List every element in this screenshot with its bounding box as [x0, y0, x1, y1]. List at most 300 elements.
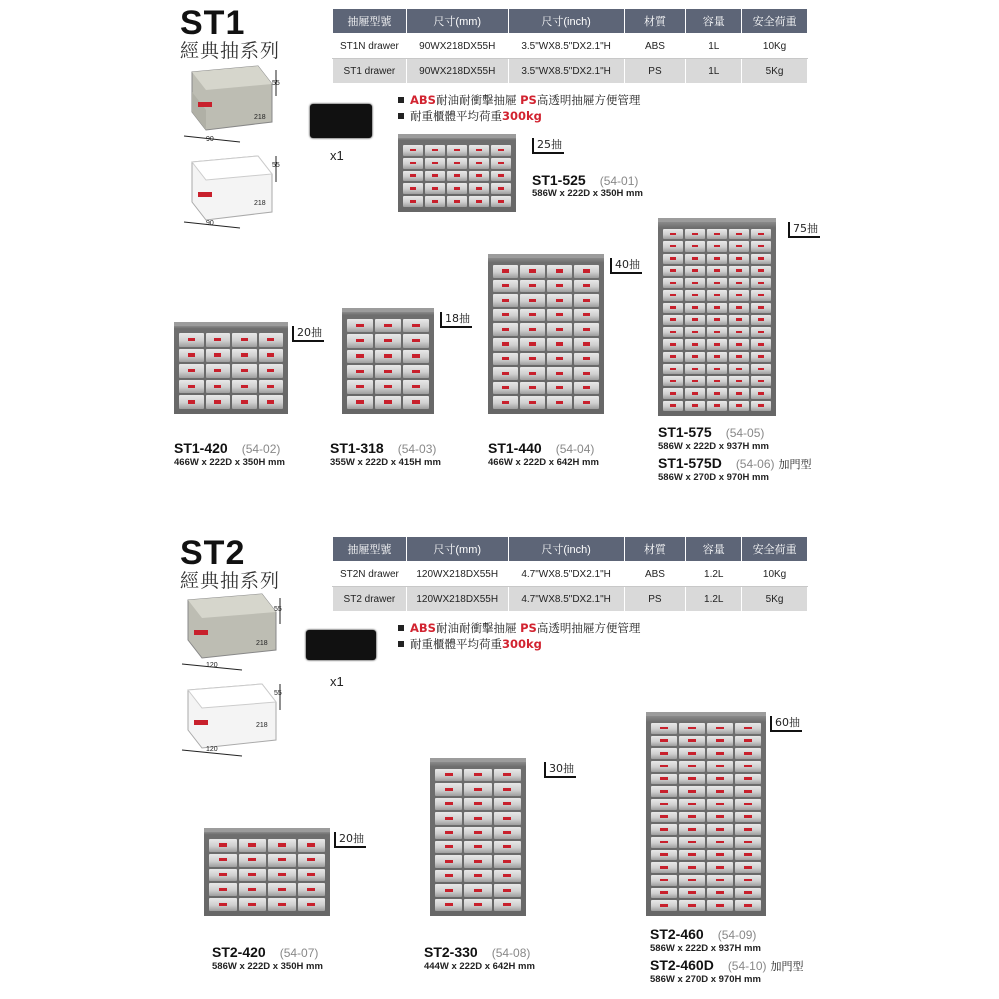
cell: 1L [686, 59, 742, 84]
drawer [464, 812, 491, 824]
note-line [398, 636, 640, 652]
drawer [751, 388, 771, 398]
drawer [447, 196, 467, 207]
drawer [239, 898, 267, 911]
note-ps: PS [520, 93, 537, 107]
drawer [464, 870, 491, 882]
drawer [493, 353, 518, 366]
drawer [259, 333, 284, 347]
drawer [707, 303, 727, 313]
drawer [679, 761, 705, 772]
drawer-illustration [180, 62, 290, 232]
drawer [493, 294, 518, 307]
cell: 10Kg [742, 562, 808, 587]
dim-width: 120 [206, 662, 218, 669]
cabinet-st1-420 [174, 322, 288, 414]
cell: 90WX218DX55H [406, 59, 508, 84]
header-size-mm: 尺寸(mm) [406, 537, 508, 562]
drawer [403, 158, 423, 169]
drawer [464, 884, 491, 896]
drawer [259, 364, 284, 378]
note-text: 高透明抽屜方便管理 [536, 621, 641, 635]
drawer [494, 884, 521, 896]
drawer [663, 290, 683, 300]
drawer [651, 888, 677, 899]
drawer [493, 338, 518, 351]
drawer [464, 899, 491, 911]
drawer [547, 382, 572, 395]
drawer [494, 827, 521, 839]
drawer [239, 854, 267, 867]
drawer [520, 353, 545, 366]
bullet-icon [398, 97, 404, 103]
drawer [679, 888, 705, 899]
drawer [298, 854, 326, 867]
model-code: (54-01) [599, 174, 639, 188]
table-row [333, 562, 808, 587]
cell: ST2 drawer [333, 587, 407, 612]
drawer [751, 278, 771, 288]
drawer [707, 888, 733, 899]
drawer [707, 229, 727, 239]
dim-height: 55 [272, 80, 280, 87]
drawer [751, 241, 771, 251]
drawer [651, 837, 677, 848]
drawer [206, 349, 231, 363]
drawer [435, 855, 462, 867]
note-text: 耐重櫃體平均荷重 [410, 109, 502, 123]
drawer [707, 723, 733, 734]
drawer [751, 315, 771, 325]
drawer [679, 862, 705, 873]
cabinet-st1-575 [658, 218, 776, 416]
cell: ST1 drawer [333, 59, 407, 84]
door-type-label: 加門型 [778, 459, 812, 471]
cabinet-dims: 355W x 222D x 415H mm [330, 457, 441, 468]
table-row [333, 587, 808, 612]
drawer [707, 266, 727, 276]
note-abs: ABS [410, 621, 436, 635]
drawer [493, 367, 518, 380]
door-type-label: 加門型 [770, 961, 804, 973]
drawer [707, 875, 733, 886]
model-code: (54-05) [725, 426, 765, 440]
drawer [469, 171, 489, 182]
model-code: (54-03) [397, 442, 437, 456]
drawer [435, 798, 462, 810]
drawer [679, 900, 705, 911]
cell: 4.7"WX8.5"DX2.1"H [508, 587, 624, 612]
drawer [520, 280, 545, 293]
drawer [435, 884, 462, 896]
header-material: 材質 [624, 537, 686, 562]
drawer [469, 158, 489, 169]
drawer [375, 334, 401, 347]
drawer [651, 799, 677, 810]
drawer [707, 761, 733, 772]
model-code: (54-04) [555, 442, 595, 456]
model-code: (54-06) [735, 457, 775, 471]
drawer [651, 748, 677, 759]
note-text: 高透明抽屜方便管理 [536, 93, 641, 107]
drawer-count-badge: 75抽 [788, 222, 820, 238]
quantity-label: x1 [330, 674, 344, 689]
cabinet-name [650, 957, 804, 974]
drawer [375, 365, 401, 378]
drawer [707, 278, 727, 288]
drawer [574, 382, 599, 395]
drawer [735, 736, 761, 747]
model-name: ST1-525 [532, 172, 586, 188]
drawer [574, 353, 599, 366]
drawer [206, 333, 231, 347]
drawer [447, 158, 467, 169]
drawer [679, 875, 705, 886]
drawer [663, 266, 683, 276]
cell: 3.5"WX8.5"DX2.1"H [508, 59, 624, 84]
drawer [298, 898, 326, 911]
drawer [751, 401, 771, 411]
cell: ST1N drawer [333, 34, 407, 59]
drawer [268, 898, 296, 911]
cabinet-dims: 586W x 270D x 970H mm [658, 472, 769, 483]
note-load: 300kg [502, 637, 542, 651]
drawer [735, 761, 761, 772]
drawer [435, 769, 462, 781]
drawer [651, 850, 677, 861]
header-model: 抽屜型號 [333, 9, 407, 34]
drawer [707, 388, 727, 398]
header-model: 抽屜型號 [333, 537, 407, 562]
cell: 5Kg [742, 59, 808, 84]
drawer [491, 183, 511, 194]
drawer [574, 367, 599, 380]
model-name: ST1-575 [658, 424, 712, 440]
drawer [651, 824, 677, 835]
drawer [729, 327, 749, 337]
drawer [729, 254, 749, 264]
drawer [547, 323, 572, 336]
drawer [403, 350, 429, 363]
bullet-icon [398, 625, 404, 631]
drawer [651, 862, 677, 873]
label-pad [306, 630, 376, 660]
drawer [469, 145, 489, 156]
drawer [651, 786, 677, 797]
drawer [751, 376, 771, 386]
drawer [209, 883, 237, 896]
drawer [663, 352, 683, 362]
header-load: 安全荷重 [742, 537, 808, 562]
cell: 5Kg [742, 587, 808, 612]
cabinet-dims: 466W x 222D x 642H mm [488, 457, 599, 468]
drawer-count-badge: 20抽 [334, 832, 366, 848]
cabinet-name [330, 440, 436, 456]
drawer [685, 229, 705, 239]
drawer [239, 839, 267, 852]
drawer [574, 265, 599, 278]
dim-depth: 218 [256, 640, 268, 647]
cabinet-name [658, 455, 812, 472]
drawer [751, 266, 771, 276]
drawer [435, 841, 462, 853]
drawer [679, 837, 705, 848]
cabinet-name [650, 926, 756, 942]
drawer [685, 315, 705, 325]
drawer [685, 290, 705, 300]
drawer [435, 783, 462, 795]
drawer [425, 183, 445, 194]
drawer [651, 736, 677, 747]
drawer [651, 812, 677, 823]
drawer [663, 303, 683, 313]
drawer [707, 900, 733, 911]
drawer [547, 309, 572, 322]
drawer [735, 837, 761, 848]
drawer [729, 278, 749, 288]
drawer [206, 364, 231, 378]
header-capacity: 容量 [686, 537, 742, 562]
dim-height: 55 [272, 162, 280, 169]
drawer [464, 827, 491, 839]
dim-depth: 218 [256, 722, 268, 729]
drawer [403, 365, 429, 378]
drawer [729, 364, 749, 374]
drawer [268, 869, 296, 882]
table-row [333, 34, 808, 59]
cell: 1.2L [686, 562, 742, 587]
drawer [651, 774, 677, 785]
drawer [425, 196, 445, 207]
drawer [735, 875, 761, 886]
drawer [547, 367, 572, 380]
drawer [206, 380, 231, 394]
model-name: ST1-575D [658, 455, 722, 471]
cell: 4.7"WX8.5"DX2.1"H [508, 562, 624, 587]
model-name: ST2-460 [650, 926, 704, 942]
cell: 120WX218DX55H [406, 587, 508, 612]
drawer [464, 798, 491, 810]
note-text: 耐重櫃體平均荷重 [410, 637, 502, 651]
series-title: ST1 [180, 4, 246, 42]
drawer [447, 171, 467, 182]
drawer [494, 798, 521, 810]
drawer [679, 736, 705, 747]
model-name: ST2-330 [424, 944, 478, 960]
drawer [347, 334, 373, 347]
drawer [447, 183, 467, 194]
drawer [685, 352, 705, 362]
cell: PS [624, 587, 686, 612]
drawer [347, 350, 373, 363]
note-text: 耐油耐衝擊抽屜 [435, 621, 521, 635]
cabinet-dims: 444W x 222D x 642H mm [424, 961, 535, 972]
drawer [574, 396, 599, 409]
drawer [707, 862, 733, 873]
drawer [232, 349, 257, 363]
drawer [179, 333, 204, 347]
drawer [179, 380, 204, 394]
drawer [547, 265, 572, 278]
drawer [298, 869, 326, 882]
drawer [685, 241, 705, 251]
drawer [751, 290, 771, 300]
drawer [685, 388, 705, 398]
drawer [651, 875, 677, 886]
model-code: (54-08) [491, 946, 531, 960]
header-capacity: 容量 [686, 9, 742, 34]
cabinet-name [212, 944, 318, 960]
drawer [751, 364, 771, 374]
cabinet-st2-420 [204, 828, 330, 916]
drawer-count-badge: 30抽 [544, 762, 576, 778]
drawer [679, 799, 705, 810]
drawer [206, 395, 231, 409]
feature-notes [398, 92, 640, 124]
drawer [494, 841, 521, 853]
cell: 3.5"WX8.5"DX2.1"H [508, 34, 624, 59]
drawer [751, 352, 771, 362]
model-name: ST1-318 [330, 440, 384, 456]
drawer [574, 280, 599, 293]
drawer [729, 229, 749, 239]
drawer [494, 769, 521, 781]
drawer [268, 883, 296, 896]
drawer [663, 388, 683, 398]
cell: 1.2L [686, 587, 742, 612]
drawer [751, 254, 771, 264]
cabinet-dims: 466W x 222D x 350H mm [174, 457, 285, 468]
drawer [685, 376, 705, 386]
model-code: (54-07) [279, 946, 319, 960]
drawer [547, 396, 572, 409]
drawer [259, 380, 284, 394]
drawer [209, 839, 237, 852]
drawer [735, 774, 761, 785]
drawer [469, 183, 489, 194]
drawer [494, 812, 521, 824]
drawer [685, 303, 705, 313]
drawer [685, 278, 705, 288]
cabinet-name [658, 424, 764, 440]
drawer [729, 241, 749, 251]
drawer [729, 290, 749, 300]
drawer [707, 748, 733, 759]
drawer [520, 396, 545, 409]
bullet-icon [398, 113, 404, 119]
label-pad [310, 104, 372, 138]
drawer [707, 241, 727, 251]
model-code: (54-02) [241, 442, 281, 456]
cabinet-name [424, 944, 530, 960]
note-load: 300kg [502, 109, 542, 123]
drawer [707, 824, 733, 835]
drawer [729, 388, 749, 398]
drawer [574, 294, 599, 307]
drawer [520, 265, 545, 278]
drawer [375, 319, 401, 332]
cabinet-name [488, 440, 594, 456]
drawer [520, 294, 545, 307]
cell: ABS [624, 562, 686, 587]
drawer [232, 380, 257, 394]
drawer [751, 339, 771, 349]
drawer [179, 364, 204, 378]
drawer [232, 333, 257, 347]
drawer [179, 395, 204, 409]
cell: 90WX218DX55H [406, 34, 508, 59]
dim-width: 120 [206, 746, 218, 753]
drawer [729, 339, 749, 349]
drawer [663, 254, 683, 264]
drawer [464, 783, 491, 795]
drawer [663, 401, 683, 411]
dim-height: 55 [274, 690, 282, 697]
drawer [520, 367, 545, 380]
drawer [494, 899, 521, 911]
drawer [268, 839, 296, 852]
drawer [491, 196, 511, 207]
drawer [232, 364, 257, 378]
drawer [547, 338, 572, 351]
drawer [403, 171, 423, 182]
drawer [403, 380, 429, 393]
drawer [729, 401, 749, 411]
drawer [685, 364, 705, 374]
drawer [493, 396, 518, 409]
drawer [735, 850, 761, 861]
cabinet-st1-525 [398, 134, 516, 212]
series-subtitle: 經典抽系列 [180, 40, 281, 62]
drawer [375, 350, 401, 363]
drawer [735, 862, 761, 873]
drawer [663, 278, 683, 288]
drawer [493, 280, 518, 293]
drawer [707, 786, 733, 797]
header-size-inch: 尺寸(inch) [508, 537, 624, 562]
note-text: 耐油耐衝擊抽屜 [435, 93, 521, 107]
drawer [493, 382, 518, 395]
drawer [447, 145, 467, 156]
header-size-mm: 尺寸(mm) [406, 9, 508, 34]
cabinet-dims: 586W x 222D x 937H mm [658, 441, 769, 452]
feature-notes [398, 620, 640, 652]
drawer [735, 900, 761, 911]
drawer [403, 196, 423, 207]
drawer [347, 396, 373, 409]
cell: 120WX218DX55H [406, 562, 508, 587]
dim-depth: 218 [254, 200, 266, 207]
drawer [494, 783, 521, 795]
cell: ST2N drawer [333, 562, 407, 587]
table-row [333, 59, 808, 84]
drawer [651, 723, 677, 734]
drawer-count-badge: 18抽 [440, 312, 472, 328]
drawer [493, 265, 518, 278]
model-code: (54-10) [727, 959, 767, 973]
drawer [751, 327, 771, 337]
drawer [651, 900, 677, 911]
drawer [259, 349, 284, 363]
note-ps: PS [520, 621, 537, 635]
drawer [679, 812, 705, 823]
drawer [685, 266, 705, 276]
drawer [735, 812, 761, 823]
drawer [403, 183, 423, 194]
drawer [707, 736, 733, 747]
cabinet-st1-440 [488, 254, 604, 414]
header-size-inch: 尺寸(inch) [508, 9, 624, 34]
